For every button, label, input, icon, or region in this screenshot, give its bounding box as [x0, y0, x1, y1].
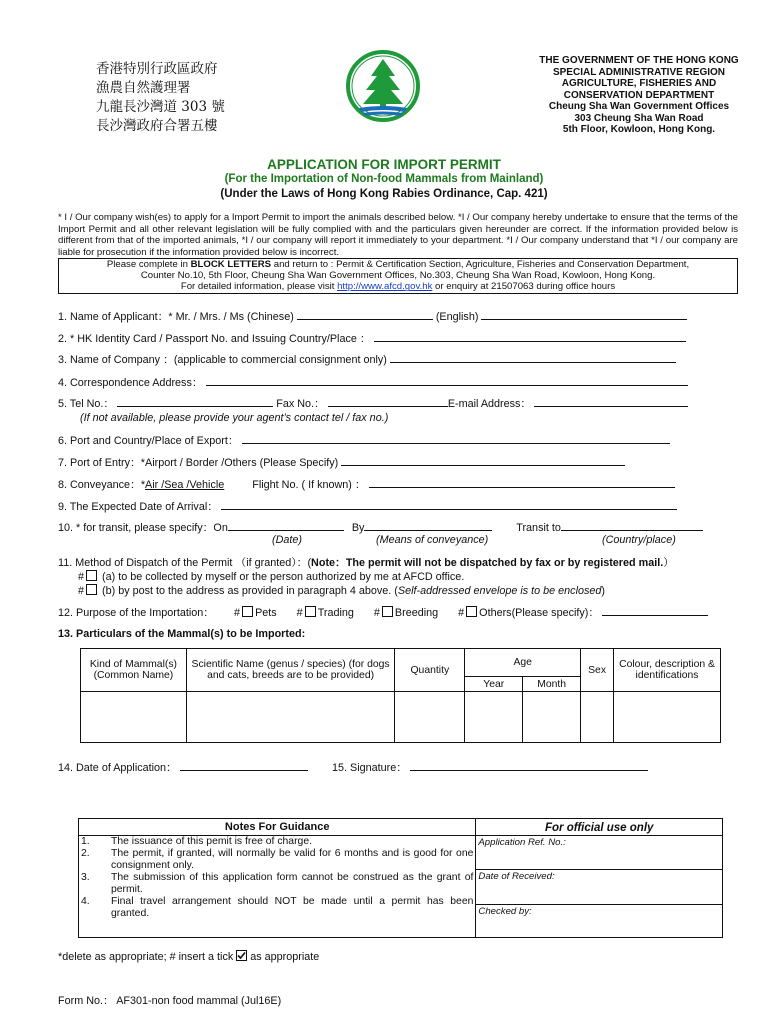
kind-cell[interactable] [81, 692, 187, 743]
applicant-chinese-name-input[interactable] [297, 310, 433, 320]
field-conveyance: 8. Conveyance：*Air /Sea /Vehicle Flight No. ( If known) ： [58, 477, 675, 492]
scientific-cell[interactable] [186, 692, 395, 743]
age-year-cell[interactable] [465, 692, 523, 743]
field-export-port: 6. Port and Country/Place of Export： [58, 433, 670, 448]
col-sex-header: Sex [581, 649, 614, 692]
purpose-pets-checkbox[interactable] [242, 606, 253, 617]
en-line: CONSERVATION DEPARTMENT [563, 89, 715, 101]
col-colour-header: Colour, description & identifications [614, 649, 721, 692]
english-address-block [528, 55, 750, 136]
transit-conveyance-caption: (Means of conveyance) [376, 534, 489, 546]
contact-note: (If not available, please provide your agent’s contact tel / fax no.) [80, 412, 389, 424]
application-date-input[interactable] [180, 761, 308, 771]
table-row [81, 692, 721, 743]
ticked-box-icon [236, 950, 247, 961]
arrival-date-input[interactable] [221, 500, 677, 510]
notes-heading: Notes For Guidance [79, 819, 476, 836]
official-ref-no: Application Ref. No.: [476, 836, 723, 870]
email-input[interactable] [534, 397, 688, 407]
field-signature: 15. Signature： [332, 760, 648, 775]
particulars-heading: 13. Particulars of the Mammal(s) to be Imported: [58, 628, 306, 640]
note-item: 2. The permit, if granted, will normally be valid for 6 months and is good for one consignment only. [81, 848, 474, 871]
en-line: SPECIAL ADMINISTRATIVE REGION [552, 66, 726, 78]
field-dispatch-method: 11. Method of Dispatch of the Permit （if granted）：(Note：The permit will not be dispatched by fax or by registered mail.） [58, 557, 675, 569]
export-port-input[interactable] [242, 434, 670, 444]
colour-cell[interactable] [614, 692, 721, 743]
note-item: 3. The submission of this application form cannot be construed as the grant of permit. [81, 872, 474, 895]
afcd-logo [345, 50, 421, 122]
submission-notice [58, 258, 738, 294]
transit-date-input[interactable] [228, 521, 344, 531]
zh-line: 長沙灣政府合署五樓 [96, 118, 218, 134]
transit-conveyance-input[interactable] [364, 521, 492, 531]
correspondence-address-input[interactable] [206, 376, 688, 386]
en-line: Cheung Sha Wan Government Offices [548, 101, 730, 112]
dispatch-post-checkbox[interactable] [86, 584, 97, 595]
legal-reference: (Under the Laws of Hong Kong Rabies Ordinance, Cap. 421) [220, 188, 548, 200]
col-quantity-header: Quantity [395, 649, 465, 692]
sex-cell[interactable] [581, 692, 614, 743]
en-line: 303 Cheung Sha Wan Road [574, 112, 704, 124]
en-line: 5th Floor, Kowloon, Hong Kong. [562, 124, 716, 135]
hkid-passport-input[interactable] [374, 332, 686, 342]
flight-no-input[interactable] [369, 478, 675, 488]
official-date-received: Date of Received: [476, 870, 723, 905]
purpose-breeding-checkbox[interactable] [382, 606, 393, 617]
notes-table [78, 818, 723, 938]
age-month-cell[interactable] [523, 692, 581, 743]
company-name-input[interactable] [390, 353, 676, 363]
field-purpose: 12. Purpose of the Importation： # Pets # Trading # Breeding # Others(Please specify)： [58, 605, 708, 620]
transit-country-caption: (Country/place) [602, 534, 676, 546]
entry-port-input[interactable] [341, 456, 625, 466]
col-age-year-header: Year [465, 677, 523, 692]
col-kind-header: Kind of Mammal(s) (Common Name) [81, 649, 187, 692]
quantity-cell[interactable] [395, 692, 465, 743]
zh-line: 漁農自然護理署 [96, 80, 191, 96]
purpose-trading-checkbox[interactable] [305, 606, 316, 617]
field-applicant-name: 1. Name of Applicant：* Mr. / Mrs. / Ms (Chinese) (English) [58, 309, 687, 324]
zh-line: 香港特別行政區政府 [96, 61, 218, 77]
field-hkid: 2. * HK Identity Card / Passport No. and Issuing Country/Place ： [58, 331, 686, 346]
field-entry-port: 7. Port of Entry：*Airport / Border /Others (Please Specify) [58, 455, 625, 470]
col-age-month-header: Month [523, 677, 581, 692]
field-transit: 10. * for transit, please specify：On By Transit to [58, 520, 703, 535]
col-scientific-header: Scientific Name (genus / species) (for dogs and cats, breeds are to be provided) [186, 649, 395, 692]
field-date-of-application: 14. Date of Application： [58, 760, 308, 775]
field-contact: 5. Tel No.： Fax No.： E-mail Address： [58, 396, 688, 411]
notice-line-3: For detailed information, please visit http://www.afcd.gov.hk or enquiry at 21507063 during office hours [180, 281, 616, 293]
zh-line: 九龍長沙灣道 303 號 [96, 99, 225, 115]
dispatch-option-a: # (a) to be collected by myself or the person authorized by me at AFCD office. [78, 571, 465, 583]
tel-input[interactable] [117, 397, 273, 407]
conveyance-options[interactable]: Air /Sea /Vehicle [145, 479, 225, 491]
note-item: 1. The issuance of this pemit is free of charge. [81, 836, 312, 847]
notice-line-2: Counter No.10, 5th Floor, Cheung Sha Wan Government Offices, No.303, Cheung Sha Wan Road, Kowloon, Hong Kong. [140, 270, 656, 282]
field-arrival-date: 9. The Expected Date of Arrival： [58, 499, 677, 514]
transit-date-caption: (Date) [272, 534, 302, 546]
notice-line-1: Please complete in BLOCK LETTERS and return to : Permit & Certification Section, Agriculture, Fisheries and Conservation Department, [106, 259, 690, 270]
page-title: APPLICATION FOR IMPORT PERMIT [267, 157, 501, 172]
transit-country-input[interactable] [561, 521, 703, 531]
signature-input[interactable] [410, 761, 648, 771]
legend-line: *delete as appropriate; # insert a tick as appropriate [58, 951, 320, 963]
en-line: THE GOVERNMENT OF THE HONG KONG [539, 55, 739, 66]
field-address: 4. Correspondence Address： [58, 375, 688, 390]
official-checked-by: Checked by: [476, 905, 723, 938]
notes-list [79, 836, 476, 938]
mammal-particulars-table [80, 648, 721, 743]
en-line: AGRICULTURE, FISHERIES AND [561, 78, 717, 89]
chinese-address-block [96, 60, 225, 136]
page-subtitle: (For the Importation of Non-food Mammals from Mainland) [224, 173, 544, 185]
afcd-website-link[interactable]: http://www.afcd.gov.hk [337, 281, 433, 293]
declaration-text: * I / Our company wish(es) to apply for a Import Permit to import the animals described below. *I / Our company hereby undertake to ensure that the terms of the Import Permit and all other relevant legislation will be fully complied with and the particulars given hereunder are correct. If the information provided below is different from that of the imported animals, *I / our company will report it immediately to your department. *I / Our company understand that *I / our company are liable for prosecution if the information provided below is incorrect. [58, 212, 738, 258]
col-age-header: Age [465, 649, 581, 677]
fax-input[interactable] [328, 397, 448, 407]
dispatch-collect-checkbox[interactable] [86, 570, 97, 581]
applicant-english-name-input[interactable] [481, 310, 687, 320]
dispatch-option-b: # (b) by post to the address as provided in paragraph 4 above. (Self-addressed envelope is to be enclosed) [78, 585, 606, 597]
purpose-others-input[interactable] [602, 606, 708, 616]
field-company: 3. Name of Company ：(applicable to commercial consignment only) [58, 352, 676, 367]
official-use-heading: For official use only [476, 819, 723, 836]
form-number: Form No.： AF301-non food mammal (Jul16E) [58, 995, 282, 1007]
purpose-others-checkbox[interactable] [466, 606, 477, 617]
note-item: 4. Final travel arrangement should NOT be made until a permit has been granted. [81, 896, 474, 919]
